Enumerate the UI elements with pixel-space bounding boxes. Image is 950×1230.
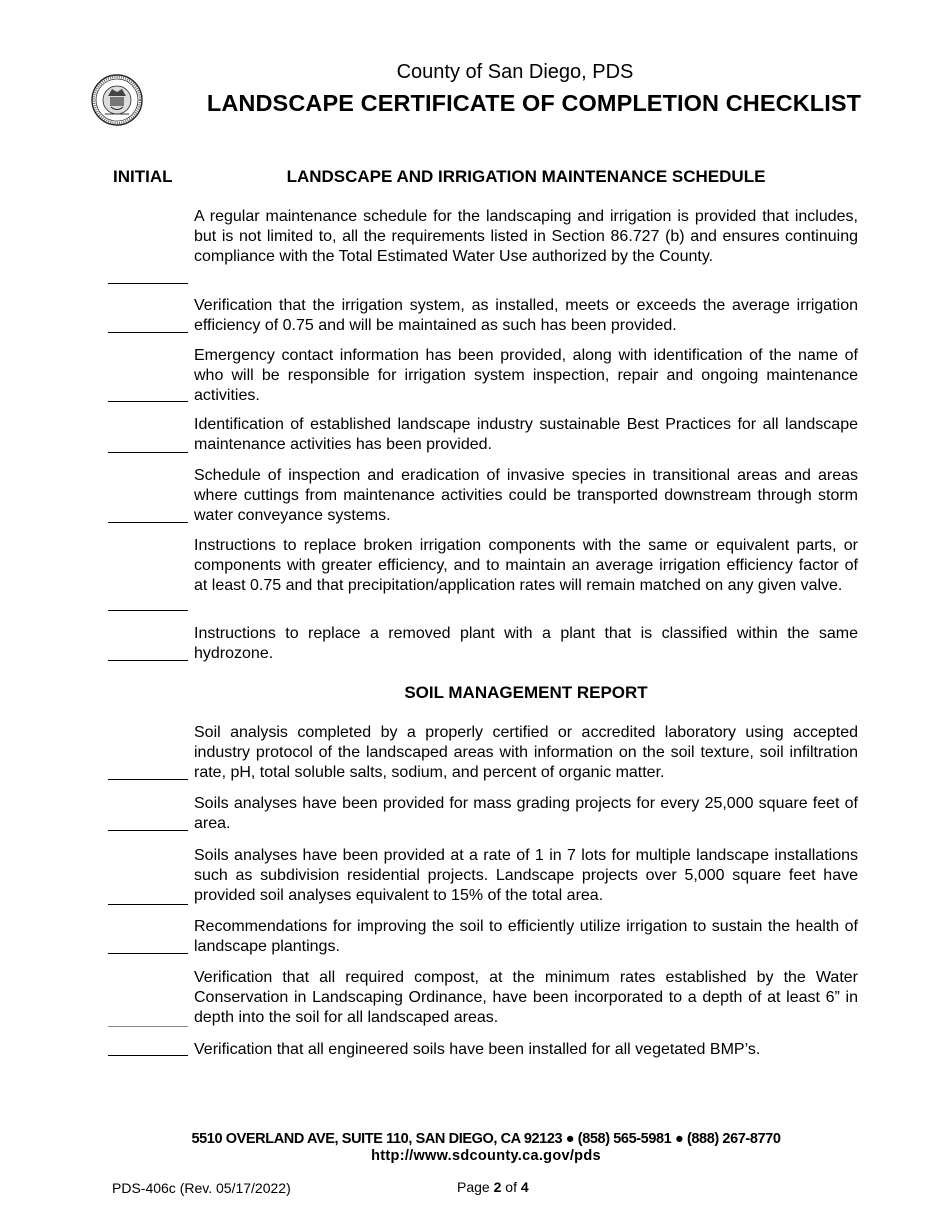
initial-column-header: INITIAL	[113, 167, 173, 186]
checklist-item-text: Instructions to replace a removed plant with a plant that is classified within the same hydrozone.	[194, 625, 858, 662]
checklist-item-text: Instructions to replace broken irrigation components with the same or equivalent parts, or components with greater efficiency, and to maintain an average irrigation efficiency factor of at least 0.75 and that precipitation/application rates will remain matched on any given valve.	[194, 537, 858, 594]
initial-line[interactable]	[108, 610, 188, 611]
form-id: PDS-406c (Rev. 05/17/2022)	[112, 1180, 291, 1196]
checklist-item-text: Soils analyses have been provided for mass grading projects for every 25,000 square feet of area.	[194, 795, 858, 832]
checklist-item-text: Verification that the irrigation system, as installed, meets or exceeds the average irrigation efficiency of 0.75 and will be maintained as such has been provided.	[194, 297, 858, 334]
initial-line[interactable]	[108, 1026, 188, 1027]
checklist-item-text: Schedule of inspection and eradication of invasive species in transitional areas and areas where cuttings from maintenance activities could be transported downstream through storm water conveyance systems.	[194, 467, 858, 524]
checklist-item-text: Verification that all engineered soils have been installed for all vegetated BMP’s.	[194, 1041, 761, 1058]
checklist-item-text: Soil analysis completed by a properly certified or accredited laboratory using accepted industry protocol of the landscaped areas with information on the soil texture, soil infiltration rate, pH, total soluble salts, sodium, and percent of organic matter.	[194, 724, 858, 781]
checklist-item-text: Soils analyses have been provided at a rate of 1 in 7 lots for multiple landscape installations such as subdivision residential projects. Landscape projects over 5,000 square feet have provided soil analyses equivalent to 15% of the total area.	[194, 847, 858, 904]
initial-line[interactable]	[108, 283, 188, 284]
footer-url[interactable]: http://www.sdcounty.ca.gov/pds	[371, 1148, 601, 1164]
checklist-item-text: Identification of established landscape industry sustainable Best Practices for all landscape maintenance activities has been provided.	[194, 416, 858, 453]
page-number	[457, 1179, 529, 1195]
initial-line[interactable]	[108, 522, 188, 523]
initial-line[interactable]	[108, 830, 188, 831]
checklist-item-text: Emergency contact information has been provided, along with identification of the name of who will be responsible for irrigation system inspection, repair and ongoing maintenance activities.	[194, 347, 858, 404]
initial-line[interactable]	[108, 904, 188, 905]
section-title-soil: SOIL MANAGEMENT REPORT	[404, 683, 648, 702]
initial-line[interactable]	[108, 953, 188, 954]
initial-line[interactable]	[108, 332, 188, 333]
checklist-item-text: Recommendations for improving the soil to efficiently utilize irrigation to sustain the health of landscape plantings.	[194, 918, 858, 955]
page-current: 2	[493, 1179, 502, 1195]
initial-line[interactable]	[108, 660, 188, 661]
initial-line[interactable]	[108, 779, 188, 780]
initial-line[interactable]	[108, 452, 188, 453]
page-label: Page	[457, 1179, 490, 1195]
checklist-item-text: Verification that all required compost, at the minimum rates established by the Water Conservation in Landscaping Ordinance, have been incorporated to a depth of at least 6” in depth into the soil for all landscaped areas.	[194, 969, 858, 1026]
initial-line[interactable]	[108, 401, 188, 402]
page-total: 4	[520, 1179, 529, 1195]
footer-address: 5510 OVERLAND AVE, SUITE 110, SAN DIEGO, CA 92123 ● (858) 565-5981 ● (888) 267-8770	[191, 1131, 781, 1147]
initial-line[interactable]	[108, 1055, 188, 1056]
county-name: County of San Diego, PDS	[396, 61, 634, 83]
section-title-maintenance: LANDSCAPE AND IRRIGATION MAINTENANCE SCHEDULE	[286, 167, 766, 186]
page-of: of	[505, 1179, 517, 1195]
checklist-item-text: A regular maintenance schedule for the landscaping and irrigation is provided that includes, but is not limited to, all the requirements listed in Section 86.727 (b) and ensures continuing compliance with the Total Estimated Water Use authorized by the County.	[194, 208, 858, 265]
page-title: LANDSCAPE CERTIFICATE OF COMPLETION CHECKLIST	[206, 90, 862, 116]
